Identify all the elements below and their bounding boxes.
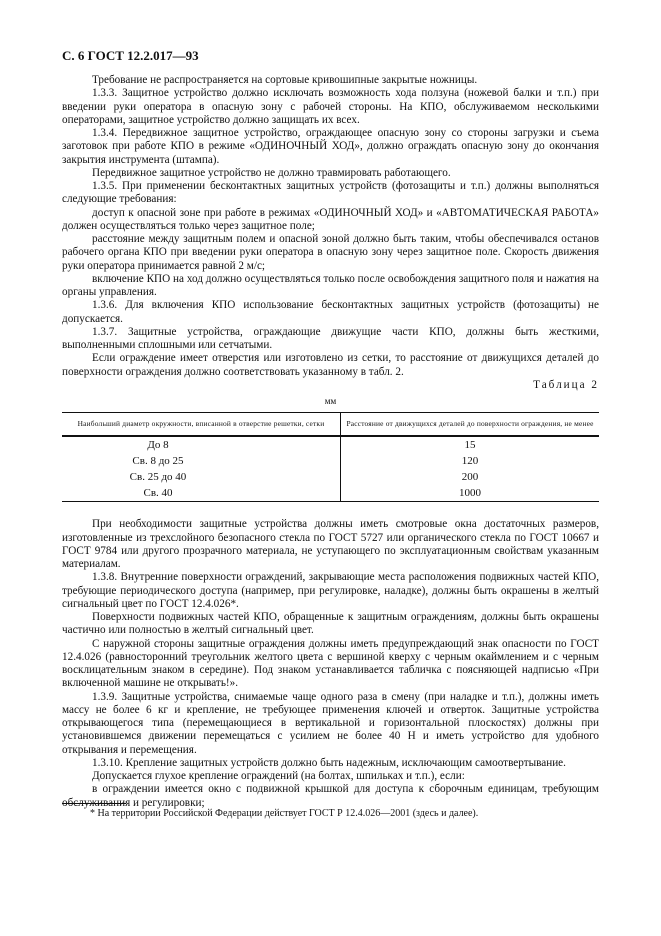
table-cell-diameter: Св. 25 до 40 — [62, 469, 341, 485]
paragraph: 1.3.8. Внутренние поверхности ограждений, закрывающие места расположения подвижных частей КПО, требующие периодического доступа (например, при регулировке, наладке), должны быть окрашены в желтый сигнальный цвет по ГОСТ 12.4.026*. — [62, 571, 599, 610]
paragraph: Поверхности подвижных частей КПО, обращенные к защитным ограждениям, должны быть окрашены частично или полностью в желтый сигнальный цвет. — [62, 611, 599, 637]
footnote-divider — [62, 803, 126, 804]
table-header-distance: Расстояние от движущихся деталей до поверхности ограждения, не менее — [341, 413, 600, 437]
spec-table — [62, 412, 599, 502]
paragraph: 1.3.10. Крепление защитных устройств должно быть надежным, исключающим самоотвертывание. — [92, 756, 566, 769]
paragraph: Требование не распространяется на сортовые кривошипные закрытые ножницы. — [92, 74, 478, 86]
table-row — [62, 485, 599, 502]
table-row — [62, 469, 599, 485]
paragraph: 1.3.7. Защитные устройства, ограждающие движущие части КПО, должны быть жесткими, выполненными сплошными или сетчатыми. — [62, 325, 599, 351]
paragraph: доступ к опасной зоне при работе в режимах «ОДИНОЧНЫЙ ХОД» и «АВТОМАТИЧЕСКАЯ РАБОТА» должен осуществляться только через защитное поле; — [62, 206, 599, 232]
spacer — [62, 502, 599, 518]
paragraph: Передвижное защитное устройство не должно травмировать работающего. — [92, 166, 451, 179]
document-body — [62, 74, 599, 810]
paragraph: 1.3.4. Передвижное защитное устройство, ограждающее опасную зону со стороны загрузки и съема заготовок при работе КПО в режиме «ОДИНОЧНЫЙ ХОД», должно ограждать опасную зону до окончания закрытия инструмента (штампа). — [62, 127, 599, 166]
table-row — [62, 453, 599, 469]
table-cell-distance: 200 — [461, 471, 479, 484]
table-cell-diameter: Св. 8 до 25 — [62, 453, 341, 469]
paragraph: При необходимости защитные устройства должны иметь смотровые окна достаточных размеров, изготовленные из трехслойного безопасного стекла по ГОСТ 5727 или органического стекла по ГОСТ 10667 и ГОСТ 9784 или другого прозрачного материала, не уступающего по эксплуатационным свойствам указанным материалам. — [62, 518, 599, 570]
paragraph: Допускается глухое крепление ограждений (на болтах, шпильках и т.п.), если: — [92, 770, 465, 782]
page-header: С. 6 ГОСТ 12.2.017—93 — [62, 48, 199, 63]
table-cell-diameter: Св. 40 — [62, 485, 341, 502]
paragraph: включение КПО на ход должно осуществляться только после освобождения защитного поля и нажатия на органы управления. — [62, 272, 599, 298]
paragraph: 1.3.6. Для включения КПО использование бесконтактных защитных устройств (фотозащиты) не допускается. — [62, 299, 599, 325]
table-title: Таблица 2 — [533, 378, 599, 391]
paragraph: 1.3.5. При применении бесконтактных защитных устройств (фотозащиты и т.п.) должны выполняться следующие требования: — [62, 180, 599, 206]
paragraph: в ограждении имеется окно с подвижной крышкой для доступа к сборочным единицам, требующим обслуживания и регулировки; — [62, 783, 599, 809]
table-cell-diameter: До 8 — [62, 436, 341, 453]
table-row — [62, 436, 599, 453]
footnote: * На территории Российской Федерации действует ГОСТ Р 12.4.026—2001 (здесь и далее). — [90, 808, 479, 819]
paragraph: 1.3.3. Защитное устройство должно исключать возможность хода ползуна (ножевой балки и т.п.) при введении руки оператора в опасную зону с рабочей стороны. На КПО, обслуживаемом несколькими операторами, защитное устройство должно защищать их всех. — [62, 87, 599, 126]
table-units: мм — [324, 396, 337, 406]
table-cell-distance: 120 — [461, 455, 479, 468]
paragraph: 1.3.9. Защитные устройства, снимаемые чаще одного раза в смену (при наладке и т.п.), должны иметь массу не более 6 кг и крепление, не требующее применения ключей и отверток. Защитные устройства открывающегося типа (перемещающиеся в вертикальной и горизонтальной плоскостях) должны при установившемся движении перемещаться с усилием не более 40 Н и иметь устройство для удобного открывания и перемещения. — [62, 690, 599, 756]
paragraph: Если ограждение имеет отверстия или изготовлено из сетки, то расстояние от движущихся деталей до поверхности ограждения должно соответствовать указанному в табл. 2. — [62, 352, 599, 378]
paragraph: расстояние между защитным полем и опасной зоной должно быть таким, чтобы обеспечивался останов рабочего органа КПО при введении руки оператора в опасную зону через защитное поле. Скорость движения руки оператора принимается равной 2 м/с; — [62, 233, 599, 272]
table-header-row — [62, 413, 599, 437]
table-cell-distance: 15 — [464, 439, 476, 452]
table-cell-distance: 1000 — [341, 485, 600, 502]
table-header-diameter: Наибольший диаметр окружности, вписанной в отверстие решетки, сетки — [62, 413, 341, 437]
paragraph: С наружной стороны защитные ограждения должны иметь предупреждающий знак опасности по ГОСТ 12.4.026 (равносторонний треугольник желтого цвета с вершиной кверху с черным окаймлением и с черным восклицательным знаком в середине). Под знаком устанавливается табличка с поясняющей надписью «При включенной машине не открывать!». — [62, 637, 599, 690]
